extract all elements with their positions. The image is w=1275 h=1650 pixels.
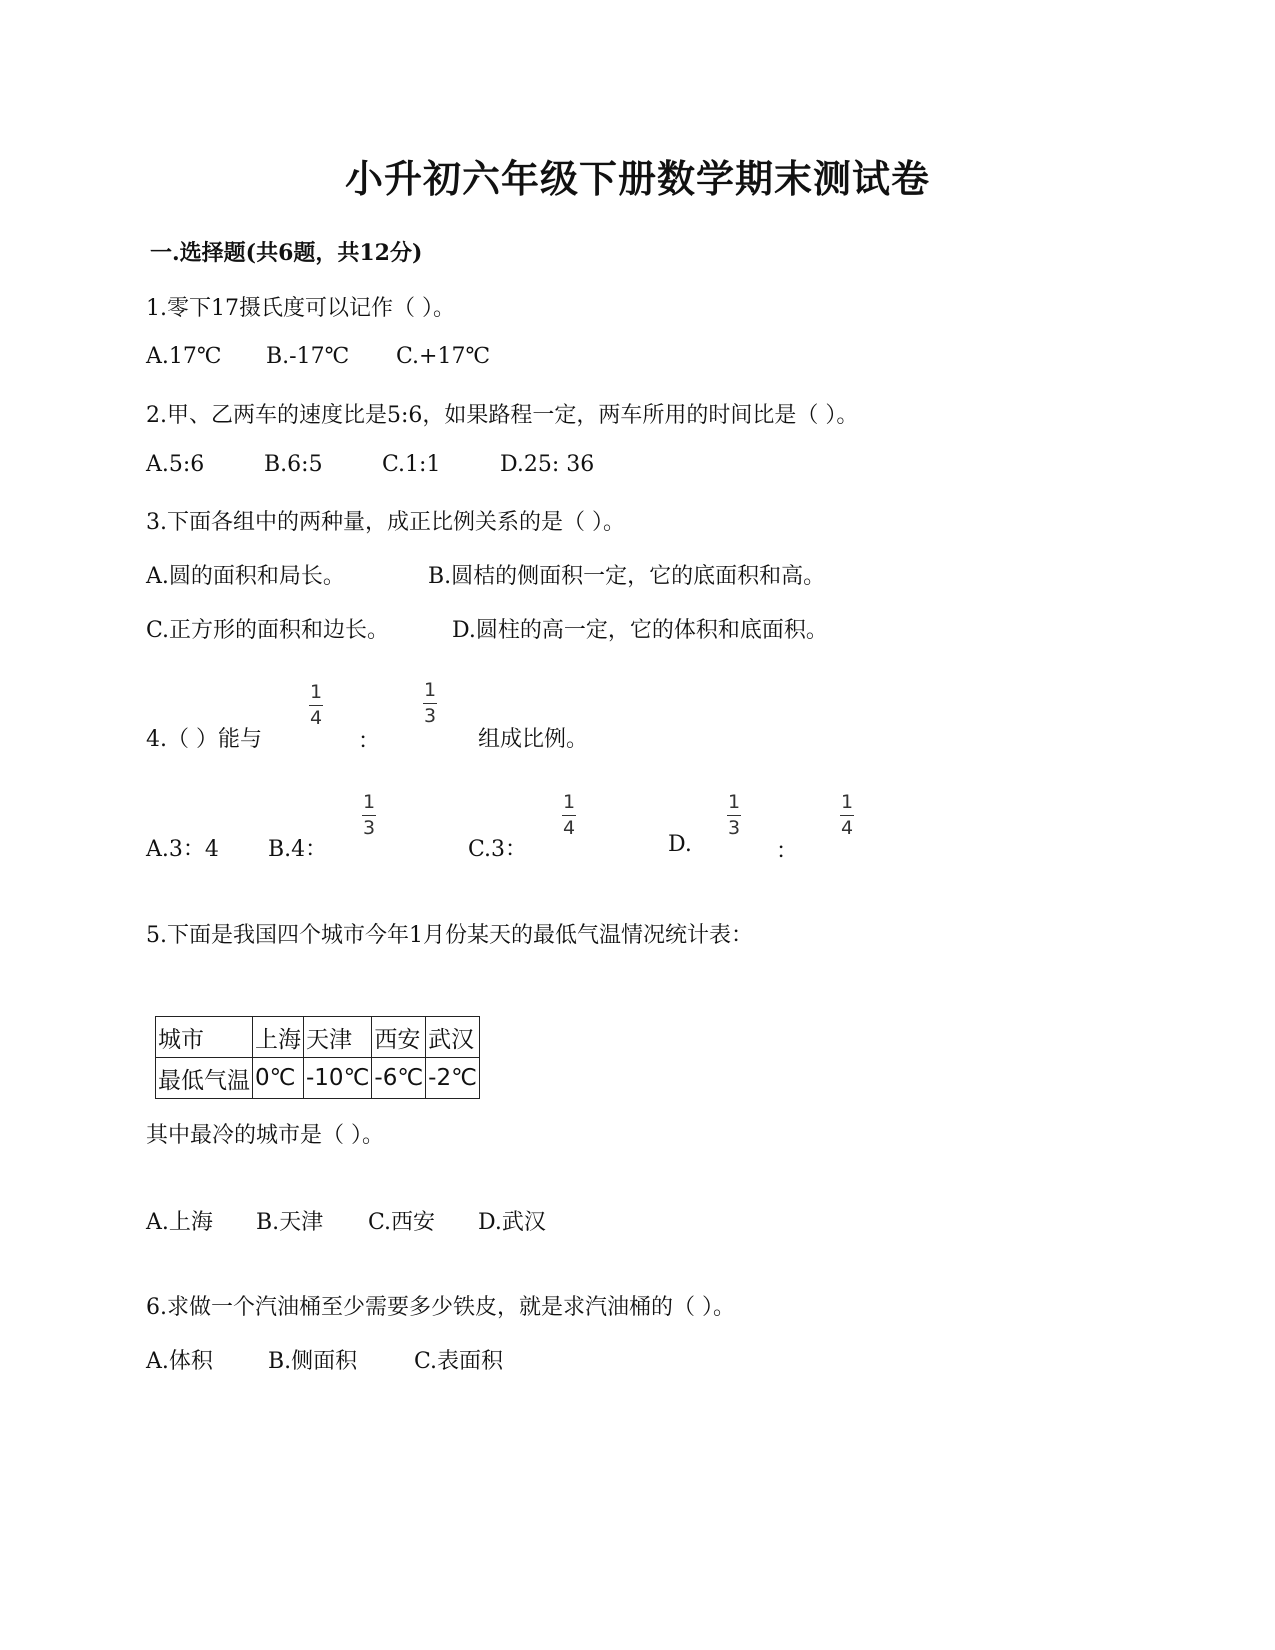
fraction-numerator: 1 [362,791,376,813]
q6-option-c: C.表面积 [414,1349,504,1374]
q2-option-a: A.5:6 [146,452,205,477]
question-5-prompt: 其中最冷的城市是（ ）。 [146,1123,384,1148]
table-cell: 武汉 [426,1017,480,1058]
fraction-bar [562,815,576,816]
question-5: 5.下面是我国四个城市今年1月份某天的最低气温情况统计表： [146,923,753,948]
question-2: 2.甲、乙两车的速度比是5:6，如果路程一定，两车所用的时间比是（ ）。 [146,403,859,428]
q3-option-b: B.圆桔的侧面积一定，它的底面积和高。 [428,564,826,589]
question-4-prefix: 4.（ ）能与 [146,727,262,752]
question-6: 6.求做一个汽油桶至少需要多少铁皮，就是求汽油桶的（ ）。 [146,1295,735,1320]
table-row [156,1058,480,1099]
table-cell: 西安 [372,1017,426,1058]
fraction-bar [423,703,437,704]
temperature-table [155,1016,480,1099]
q1-option-b: B.-17℃ [266,344,350,369]
question-4-suffix: 组成比例。 [478,727,589,752]
fraction [727,792,741,838]
table-cell: 天津 [304,1017,372,1058]
table-cell: -2℃ [426,1058,480,1099]
fraction [423,680,437,726]
fraction-denominator: 3 [423,705,437,727]
question-4-colon: ： [358,729,381,754]
q2-option-b: B.6:5 [264,452,323,477]
q3-option-a: A.圆的面积和局长。 [146,564,345,589]
fraction-denominator: 3 [362,817,376,839]
table-cell: 0℃ [253,1058,304,1099]
table-cell: 最低气温 [156,1058,253,1099]
q4-option-c: C.3： [468,837,528,862]
table-cell: -10℃ [304,1058,372,1099]
fraction-numerator: 1 [840,791,854,813]
fraction-bar [727,815,741,816]
fraction [309,682,323,728]
fraction [562,792,576,838]
section-heading: 一.选择题(共6题，共12分) [150,240,423,266]
fraction-bar [362,815,376,816]
q1-option-c: C.+17℃ [396,344,491,369]
fraction-numerator: 1 [309,681,323,703]
fraction-denominator: 4 [562,817,576,839]
fraction-denominator: 4 [840,817,854,839]
page-title: 小升初六年级下册数学期末测试卷 [344,156,930,201]
question-3: 3.下面各组中的两种量，成正比例关系的是（ ）。 [146,510,625,535]
fraction [840,792,854,838]
q6-option-a: A.体积 [146,1349,213,1374]
table-cell: -6℃ [372,1058,426,1099]
table-header-row [156,1017,480,1058]
fraction-bar [840,815,854,816]
q3-option-c: C.正方形的面积和边长。 [146,618,390,643]
q2-option-d: D.25: 36 [500,452,595,477]
q4-option-d-colon: ： [776,839,799,864]
fraction-numerator: 1 [562,791,576,813]
fraction-bar [309,705,323,706]
q5-option-c: C.西安 [368,1210,436,1235]
fraction [362,792,376,838]
fraction-numerator: 1 [727,791,741,813]
fraction-denominator: 4 [309,707,323,729]
q5-option-b: B.天津 [256,1210,324,1235]
q5-option-d: D.武汉 [478,1210,546,1235]
q1-option-a: A.17℃ [146,344,222,369]
question-1: 1.零下17摄氏度可以记作（ ）。 [146,296,455,321]
fraction-denominator: 3 [727,817,741,839]
q5-option-a: A.上海 [146,1210,213,1235]
fraction-numerator: 1 [423,679,437,701]
q4-option-d: D. [668,832,692,857]
table-cell: 上海 [253,1017,304,1058]
q2-option-c: C.1:1 [382,452,441,477]
q4-option-a: A.3：4 [146,837,219,862]
table-cell: 城市 [156,1017,253,1058]
q6-option-b: B.侧面积 [268,1349,358,1374]
q3-option-d: D.圆柱的高一定，它的体积和底面积。 [452,618,828,643]
q4-option-b: B.4： [268,837,328,862]
